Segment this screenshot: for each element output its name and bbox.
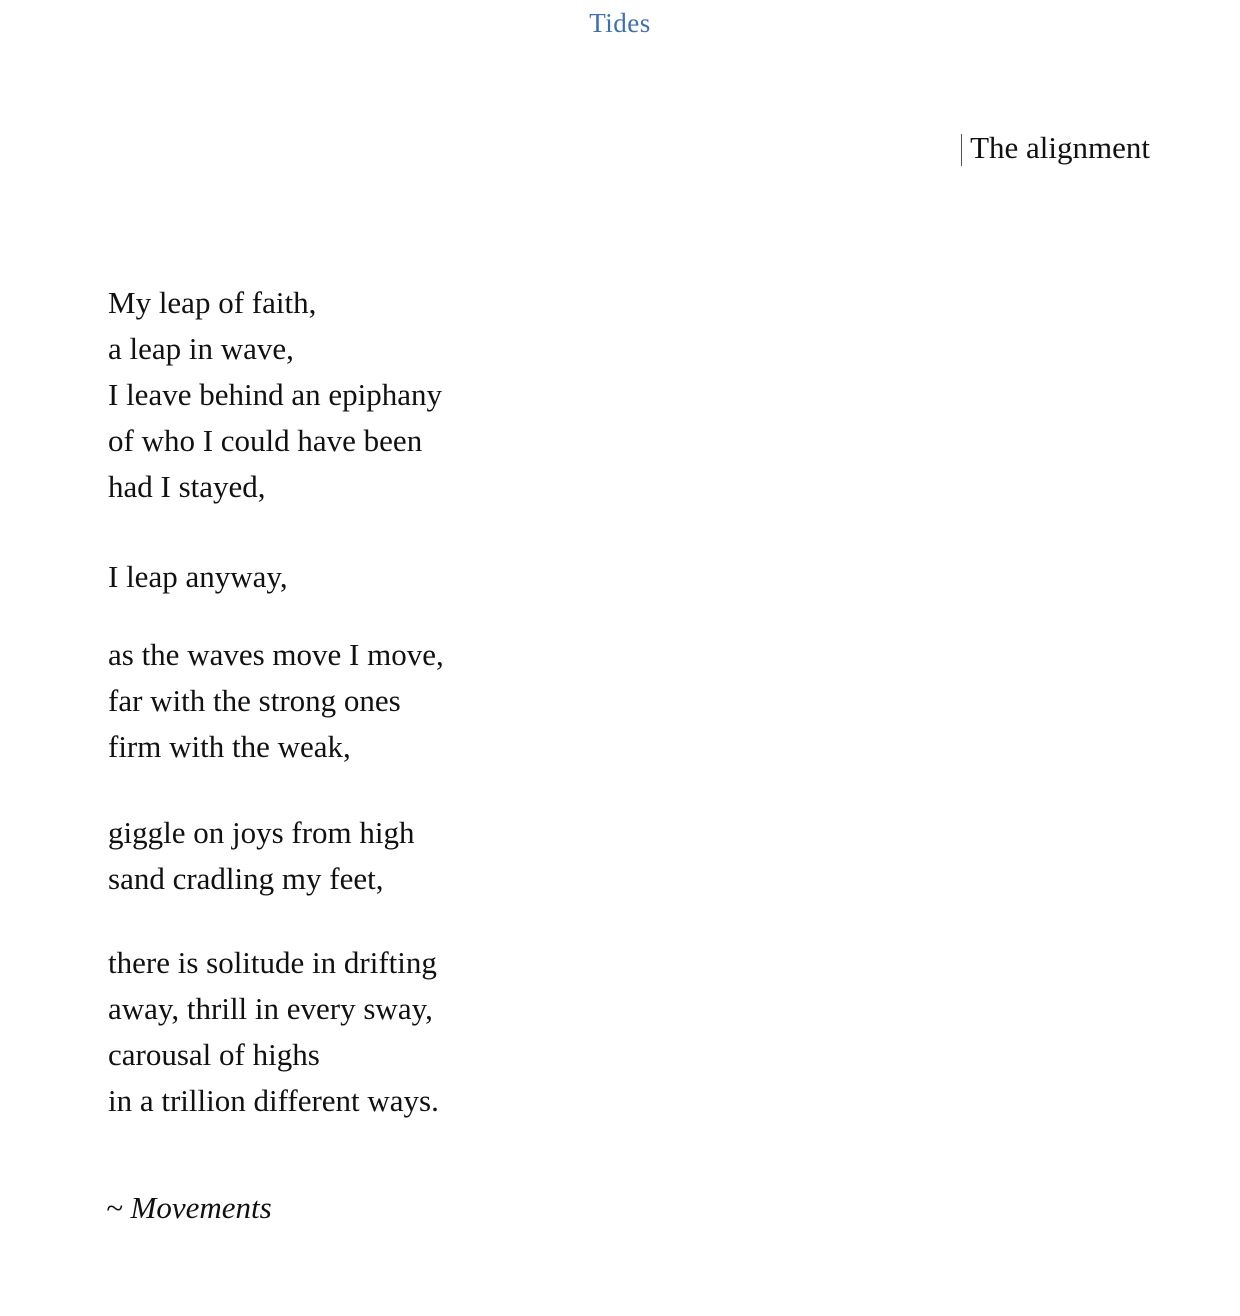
poem-line: sand cradling my feet, [108,861,384,896]
poem-line: of who I could have been [108,423,423,458]
poem-line: firm with the weak, [108,729,351,764]
stanza [108,554,808,600]
poem-line: a leap in wave, [108,331,294,366]
poem-line: in a trillion different ways. [108,1083,439,1118]
stanza [108,280,808,510]
poem-line: I leap anyway, [108,559,288,594]
poem-body [108,280,808,1124]
stanza [108,940,808,1124]
poem-line: My leap of faith, [108,285,317,320]
stanza [108,810,808,902]
poem-line: there is solitude in drifting [108,945,437,980]
poem-signature: ~ Movements [106,1190,272,1225]
running-header-title: Tides [589,8,651,38]
poem-line: carousal of highs [108,1037,320,1072]
poem-line: I leave behind an epiphany [108,377,442,412]
poem-line: far with the strong ones [108,683,401,718]
section-heading [961,130,1150,166]
poem-line: had I stayed, [108,469,266,504]
section-title: The alignment [970,130,1150,165]
poem-line: away, thrill in every sway, [108,991,433,1026]
poem-line: as the waves move I move, [108,637,444,672]
stanza [108,632,808,770]
poem-line: giggle on joys from high [108,815,415,850]
heading-divider-bar [961,134,962,166]
